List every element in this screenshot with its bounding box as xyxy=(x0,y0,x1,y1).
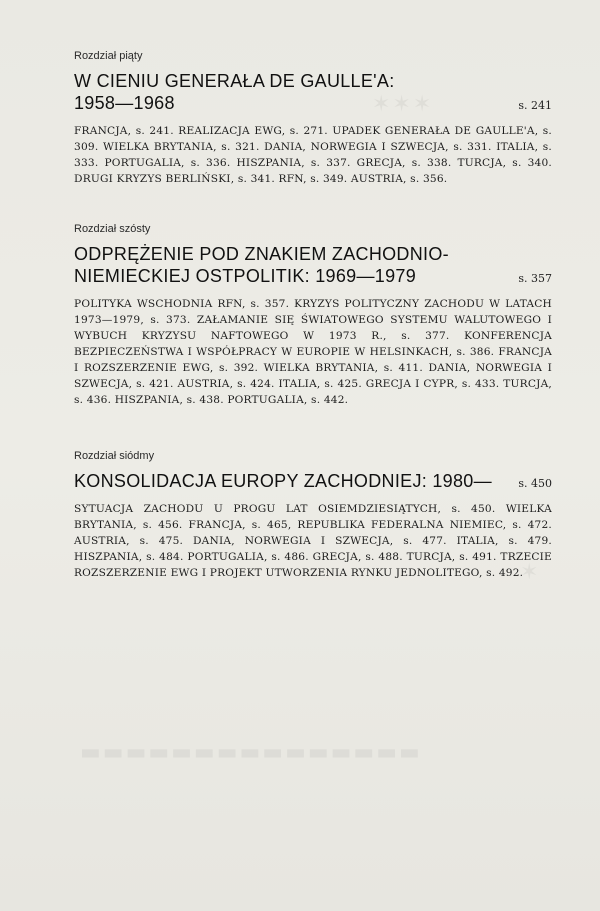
chapter-page-ref: s. 450 xyxy=(518,477,552,490)
chapter-contents: SYTUACJA ZACHODU U PROGU LAT OSIEMDZIESIĄTYCH, s. 450. WIELKA BRYTANIA, s. 456. FRANCJA, s. 465, REPUBLIKA FEDERALNA NIEMIEC, s. 472. AUSTRIA, s. 475. DANIA, NORWEGIA I SZWECJA, s. 477. ITALIA, s. 479. HISZPANIA, s. 484. PORTUGALIA, s. 486. GRECJA, s. 488. TURCJA, s. 491. TRZECIE ROZSZERZENIE EWG I PROJEKT UTWORZENIA RYNKU JEDNOLITEGO, s. 492. xyxy=(74,503,552,579)
chapter-title-row xyxy=(74,265,552,287)
chapter-title-line-2: 1958—1968 xyxy=(74,93,175,113)
show-through-mark: ▬▬▬▬▬▬▬▬▬▬▬▬▬▬▬ xyxy=(80,740,422,765)
chapter-label: Rozdział szósty xyxy=(74,223,151,235)
chapter-page-ref: s. 241 xyxy=(518,99,552,112)
show-through-mark: ✶✶✶ xyxy=(372,92,434,117)
chapter-label: Rozdział siódmy xyxy=(74,450,155,462)
show-through-mark: ✶ xyxy=(520,560,541,585)
chapter-6 xyxy=(74,223,552,408)
chapter-title-line-1: ODPRĘŻENIE POD ZNAKIEM ZACHODNIO- xyxy=(74,244,449,264)
chapter-contents: FRANCJA, s. 241. REALIZACJA EWG, s. 271. UPADEK GENERAŁA DE GAULLE'A, s. 309. WIELKA BRYTANIA, s. 321. DANIA, NORWEGIA I SZWECJA, s. 331. ITALIA, s. 333. PORTUGALIA, s. 336. HISZPANIA, s. 337. GRECJA, s. 338. TURCJA, s. 340. DRUGI KRYZYS BERLIŃSKI, s. 341. RFN, s. 349. AUSTRIA, s. 356. xyxy=(74,125,552,185)
chapter-label: Rozdział piąty xyxy=(74,50,143,62)
chapter-page-ref: s. 357 xyxy=(518,272,552,285)
chapter-title-row xyxy=(74,92,552,114)
chapter-title-line-1: W CIENIU GENERAŁA DE GAULLE'A: xyxy=(74,71,395,91)
chapter-5 xyxy=(74,50,552,187)
chapter-title-line-1: KONSOLIDACJA EUROPY ZACHODNIEJ: 1980— xyxy=(74,471,492,491)
chapter-title-row xyxy=(74,470,552,492)
chapter-title-line-2: NIEMIECKIEJ OSTPOLITIK: 1969—1979 xyxy=(74,266,417,286)
chapter-7 xyxy=(74,450,552,581)
chapter-contents: POLITYKA WSCHODNIA RFN, s. 357. KRYZYS POLITYCZNY ZACHODU W LATACH 1973—1979, s. 373. ZAŁAMANIE SIĘ ŚWIATOWEGO SYSTEMU WALUTOWEGO I WYBUCH KRYZYSU NAFTOWEGO W 1973 R., s. 377. KONFERENCJA BEZPIECZEŃSTWA I WSPÓŁPRACY W EUROPIE W HELSINKACH, s. 386. FRANCJA I ROZSZERZENIE EWG, s. 392. WIELKA BRYTANIA, s. 411. DANIA, NORWEGIA I SZWECJA, s. 421. AUSTRIA, s. 424. ITALIA, s. 425. GRECJA I CYPR, s. 433. TURCJA, s. 436. HISZPANIA, s. 438. PORTUGALIA, s. 442. xyxy=(74,298,552,406)
